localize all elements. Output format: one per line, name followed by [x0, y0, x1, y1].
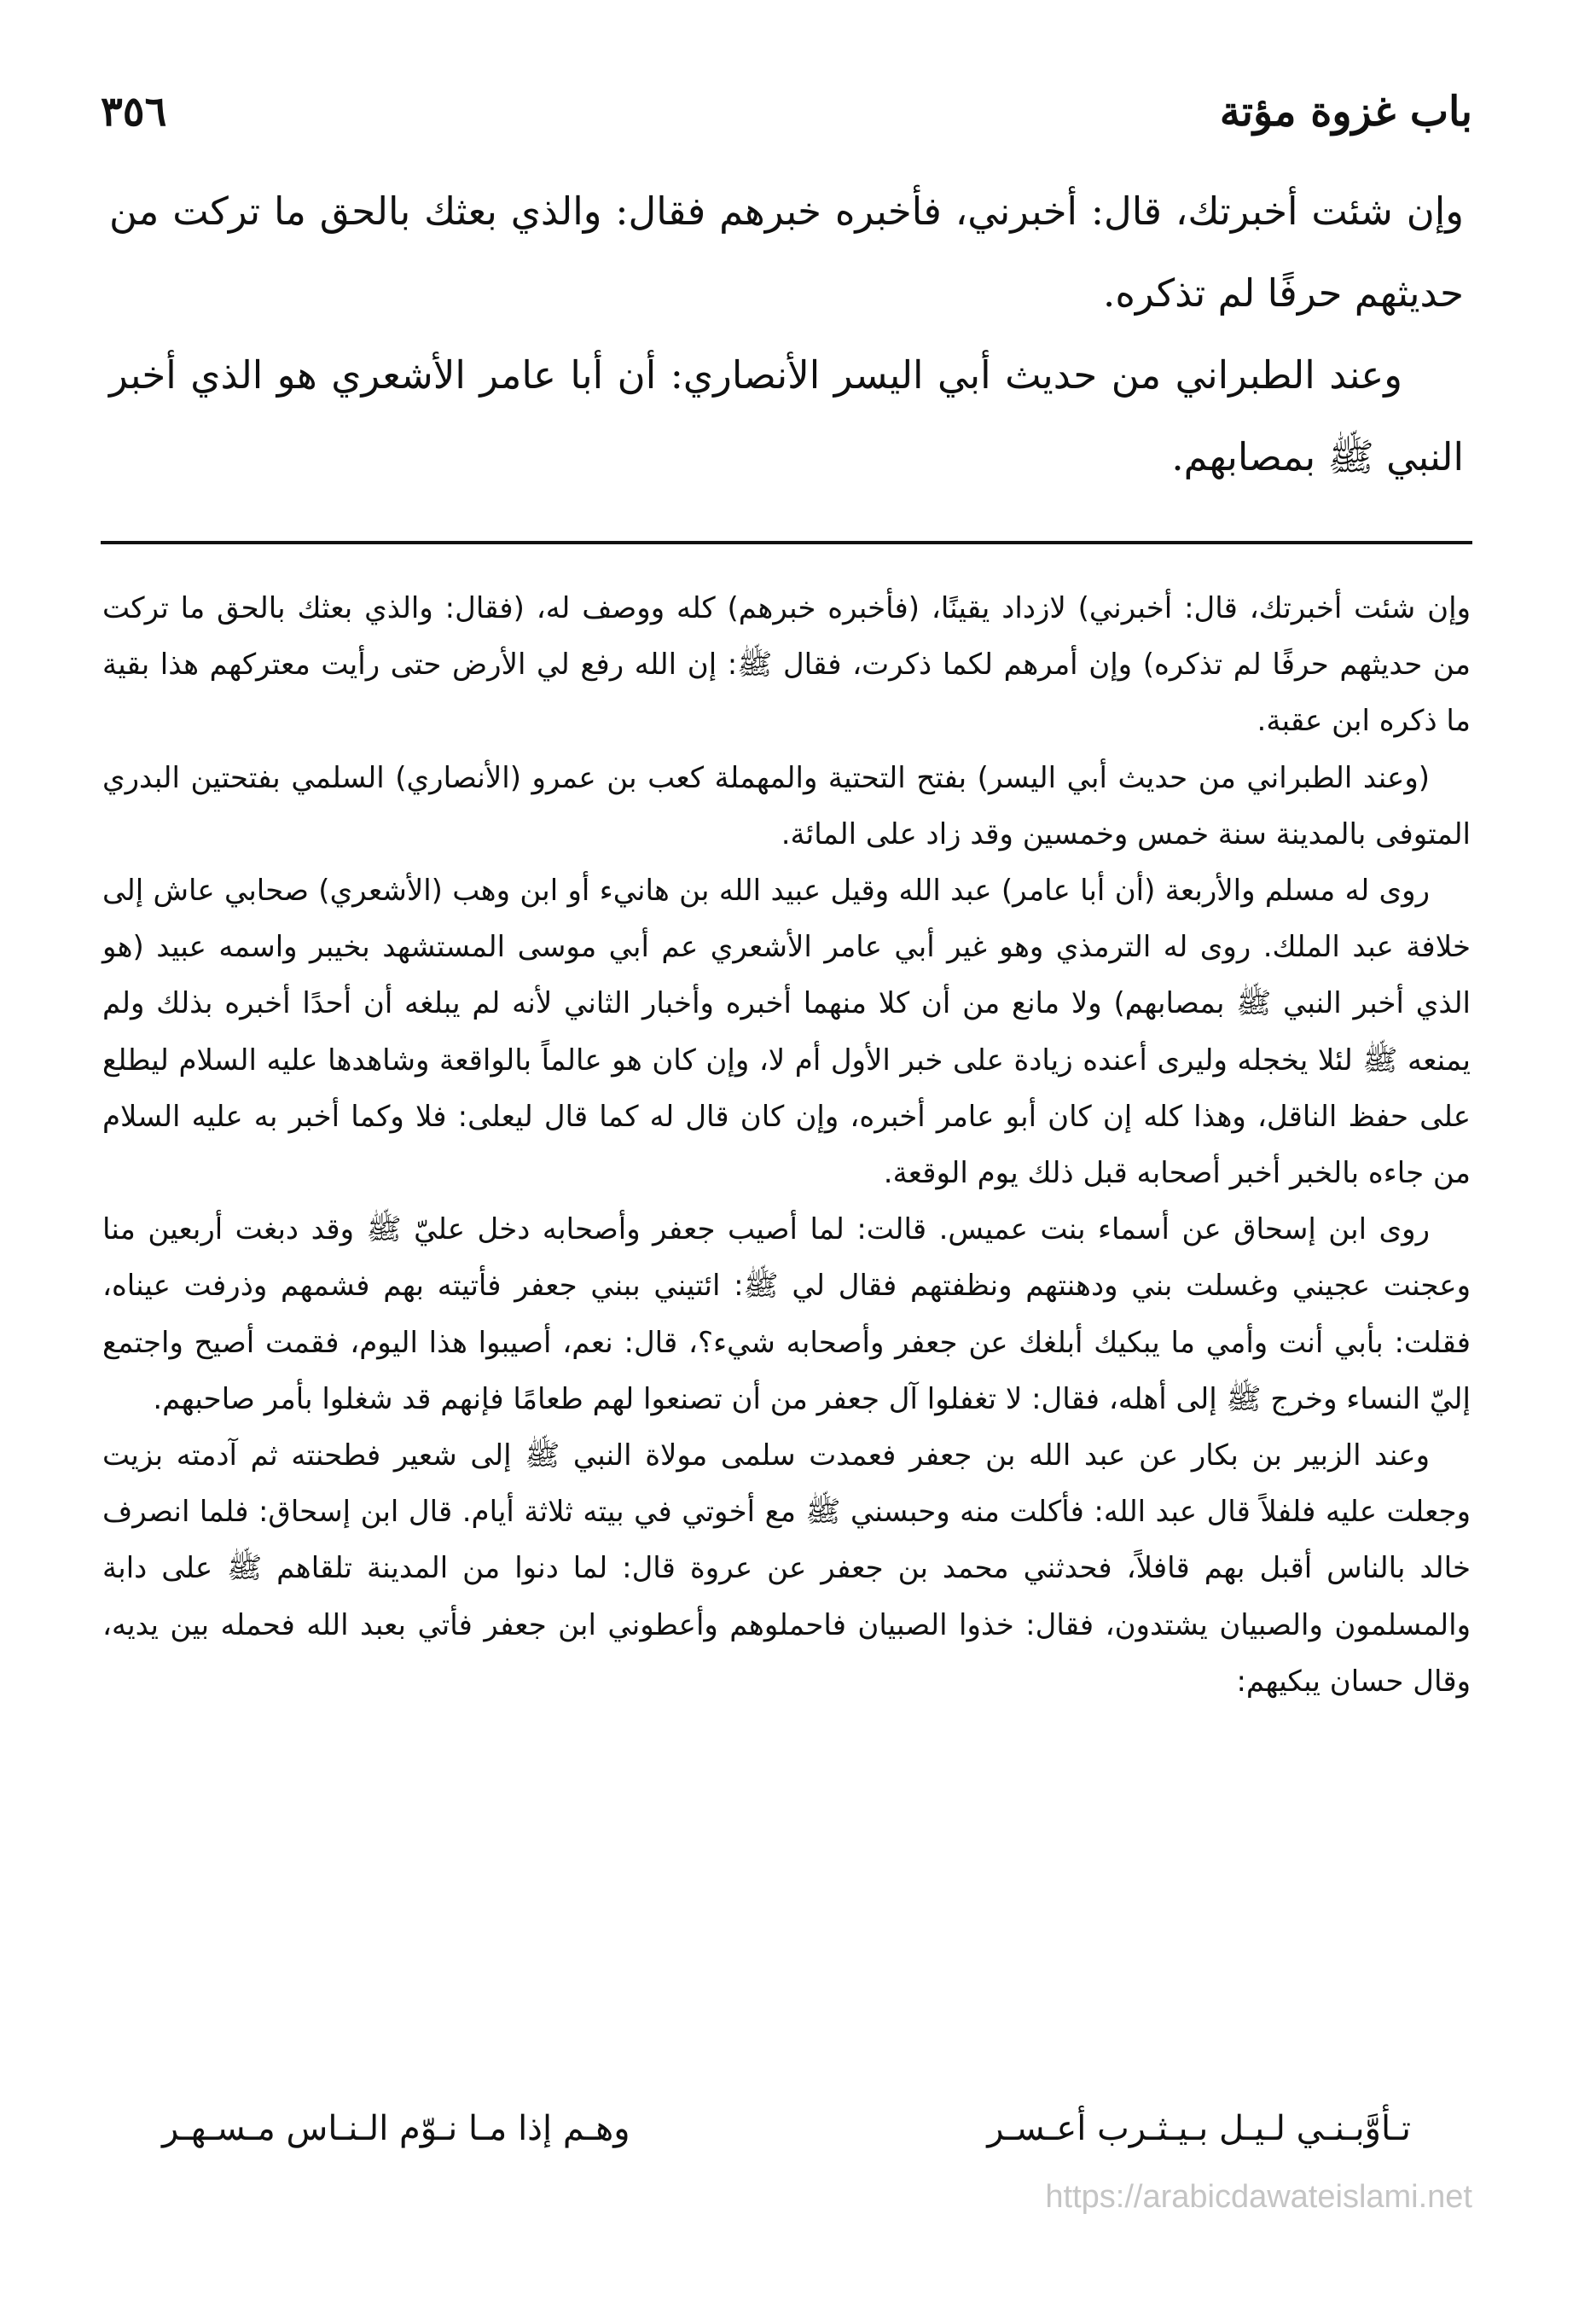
commentary-text — [102, 580, 1471, 1710]
page-number: ٣٥٦ — [101, 88, 167, 136]
watermark-url: https://arabicdawateislami.net — [1045, 2179, 1472, 2215]
main-paragraph: وعند الطبراني من حديث أبي اليسر الأنصاري: أن أبا عامر الأشعري هو الذي أخبر النبي ﷺ بمصابهم. — [109, 352, 1464, 479]
separator-line — [101, 541, 1472, 544]
commentary-paragraph: وعند الزبير بن بكار عن عبد الله بن جعفر فعمدت سلمى مولاة النبي ﷺ إلى شعير فطحنته ثم آدمته بزيت وجعلت عليه فلفلاً قال عبد الله: فأكلت منه وحبسني ﷺ مع أخوتي في بيته ثلاثة أيام. قال ابن إسحاق: فلما انصرف خالد بالناس أقبل بهم قافلاً، فحدثني محمد بن جعفر عن عروة قال: لما دنوا من المدينة تلقاهم ﷺ على دابة والمسلمون والصبيان يشتدون، فقال: خذوا الصبيان فاحملوهم وأعطوني ابن جعفر فأتي بعبد الله فحمله بين يديه، وقال حسان يبكيهم: — [102, 1438, 1471, 1699]
poetry-verse — [162, 2099, 1411, 2158]
main-paragraph: وإن شئت أخبرتك، قال: أخبرني، فأخبره خبرهم فقال: والذي بعثك بالحق ما تركت من حديثهم حرفًا لم تذكره. — [109, 189, 1464, 316]
verse-first-hemistich: تـأوَّبـنـي لـيـل بـيـثـرب أعـسـر — [987, 2109, 1411, 2148]
commentary-paragraph: (وعند الطبراني من حديث أبي اليسر) بفتح التحتية والمهملة كعب بن عمرو (الأنصاري) السلمي بفتحتين البدري المتوفى بالمدينة سنة خمس وخمسين وقد زاد على المائة. — [102, 760, 1471, 851]
commentary-paragraph: وإن شئت أخبرتك، قال: أخبرني) لازداد يقينًا، (فأخبره خبرهم) كله ووصف له، (فقال: والذي بعثك بالحق ما تركت من حديثهم حرفًا لم تذكره) وإن أمرهم لكما ذكرت، فقال ﷺ: إن الله رفع لي الأرض حتى رأيت معتركهم هذا بقية ما ذكره ابن عقبة. — [102, 591, 1471, 739]
commentary-paragraph: روى له مسلم والأربعة (أن أبا عامر) عبد الله وقيل عبيد الله بن هانيء أو ابن وهب (الأشعري) صحابي عاش إلى خلافة عبد الملك. روى له الترمذي وهو غير أبي عامر الأشعري عم أبي موسى المستشهد بخيبر واسمه عبيد (هو الذي أخبر النبي ﷺ بمصابهم) ولا مانع من أن كلا منهما أخبره وأخبار الثاني لأنه لم يبلغه أن أحدًا أخبره بذلك ولم يمنعه ﷺ لئلا يخجله وليرى أعنده زيادة على خبر الأول أم لا، وإن كان هو عالماً بالواقعة وشاهدها عليه السلام ليطلع على حفظ الناقل، وهذا كله إن كان أبو عامر أخبره، وإن كان قال له كما قال ليعلى: فلا وكما أخبر به عليه السلام من جاءه بالخبر أخبر أصحابه قبل ذلك يوم الوقعة. — [102, 874, 1471, 1191]
verse-second-hemistich: وهـم إذا مـا نـوّم الـنـاس مـسـهـر — [162, 2109, 630, 2148]
page-header — [101, 78, 1472, 145]
commentary-paragraph: روى ابن إسحاق عن أسماء بنت عميس. قالت: لما أصيب جعفر وأصحابه دخل عليّ ﷺ وقد دبغت أربعين منا وعجنت عجيني وغسلت بني ودهنتهم ونظفتهم فقال لي ﷺ: ائتيني ببني جعفر فأتيته بهم فشمهم وذرفت عيناه، فقلت: بأبي أنت وأمي ما يبكيك أبلغك عن جعفر وأصحابه شيء؟، قال: نعم، أصيبوا هذا اليوم، فقمت أصيح واجتمع إليّ النساء وخرج ﷺ إلى أهله، فقال: لا تغفلوا آل جعفر من أن تصنعوا لهم طعامًا فإنهم قد شغلوا بأمر صاحبهم. — [102, 1212, 1471, 1416]
main-text — [109, 171, 1464, 498]
chapter-title: باب غزوة مؤتة — [1219, 88, 1472, 136]
